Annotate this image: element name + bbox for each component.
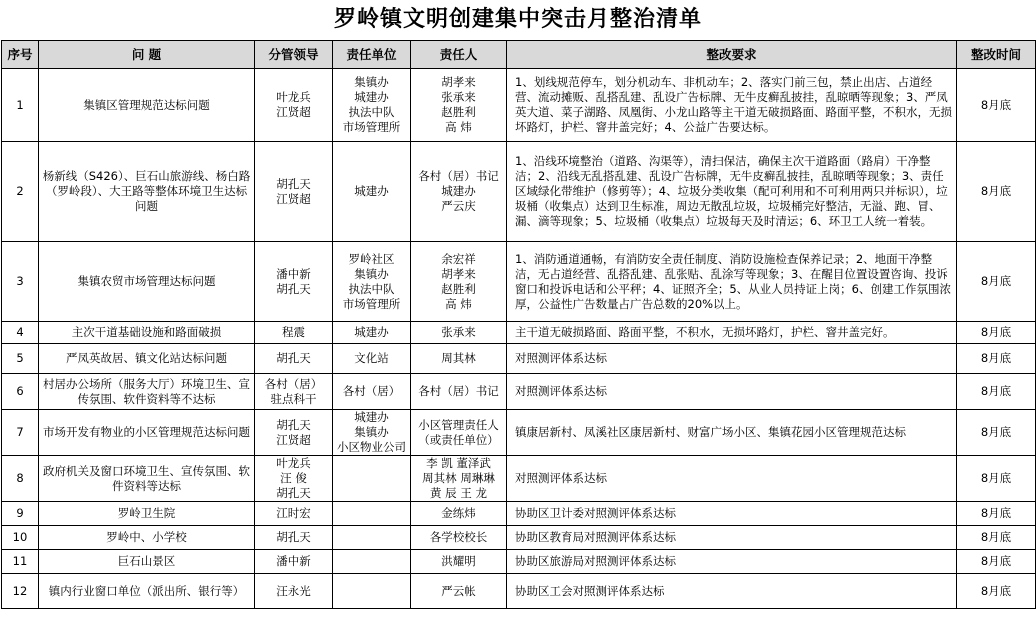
person-cell [411,344,507,374]
deadline-cell: 8月底 [957,322,1036,344]
leader-cell-line: 江贤超 [276,191,311,206]
issue-cell: 严凤英故居、镇文化站达标问题 [39,344,255,374]
unit-cell [333,410,411,456]
table-row [2,344,1036,374]
header-person: 责任人 [411,41,507,69]
unit-cell-line: 城建办 [354,90,389,104]
issue-cell: 集镇区管理规范达标问题 [39,69,255,142]
issue-cell: 主次干道基础设施和路面破损 [39,322,255,344]
issue-cell: 镇内行业窗口单位（派出所、银行等） [39,574,255,609]
header-unit: 责任单位 [333,41,411,69]
unit-cell-line: 罗岭社区 [348,251,395,266]
person-cell-line: 胡孝来 [441,266,476,281]
person-cell-line: 各村（居）书记 [418,169,499,183]
leader-cell [255,526,333,550]
person-cell-line: 小区管理责任人 [418,417,499,432]
leader-cell [255,69,333,142]
leader-cell-line: 江时宏 [276,506,311,520]
person-cell-line: 各村（居）书记 [418,384,499,398]
person-cell [411,526,507,550]
deadline-cell: 8月底 [957,456,1036,502]
person-cell-line: 城建办 [441,184,476,198]
leader-cell [255,502,333,526]
table-row [2,242,1036,322]
issue-cell: 罗岭中、小学校 [39,526,255,550]
requirement-cell: 协助区工会对照测评体系达标 [507,574,957,609]
unit-cell [333,344,411,374]
leader-cell-line: 潘中新 [276,266,311,281]
person-cell-line: 张承来 [441,90,476,104]
deadline-cell: 8月底 [957,374,1036,410]
leader-cell [255,142,333,242]
person-cell [411,374,507,410]
leader-cell [255,344,333,374]
leader-cell-line: 胡孔天 [276,530,311,544]
unit-cell-line: 城建办 [354,184,389,198]
row-number: 7 [2,410,39,456]
person-cell [411,242,507,322]
requirement-cell: 协助区卫计委对照测评体系达标 [507,502,957,526]
deadline-cell: 8月底 [957,526,1036,550]
issue-cell: 杨新线（S426）、巨石山旅游线、杨白路（罗岭段）、大王路等整体环境卫生达标问题 [39,142,255,242]
requirement-cell: 镇康居新村、凤溪社区康居新村、财富广场小区、集镇花园小区管理规范达标 [507,410,957,456]
unit-cell [333,502,411,526]
unit-cell-line: 集镇办 [354,75,389,89]
unit-cell-line: 执法中队 [348,281,395,296]
deadline-cell: 8月底 [957,502,1036,526]
person-cell [411,410,507,456]
row-number: 11 [2,550,39,574]
deadline-cell: 8月底 [957,242,1036,322]
person-cell-line: 李 凯 董泽武 [426,456,491,470]
unit-cell-line: 集镇办 [354,425,389,439]
page-title: 罗岭镇文明创建集中突击月整治清单 [333,7,702,32]
row-number: 9 [2,502,39,526]
leader-cell [255,456,333,502]
person-cell [411,574,507,609]
issue-cell: 巨石山景区 [39,550,255,574]
unit-cell [333,69,411,142]
unit-cell-line: 城建办 [354,410,389,424]
unit-cell-line: 集镇办 [354,266,389,281]
unit-cell [333,242,411,322]
leader-cell-line: 胡孔天 [276,486,311,500]
unit-cell [333,526,411,550]
row-number: 2 [2,142,39,242]
deadline-cell: 8月底 [957,344,1036,374]
unit-cell-line: 市场管理所 [342,120,401,134]
person-cell [411,322,507,344]
header-issue: 问 题 [39,41,255,69]
row-number: 3 [2,242,39,322]
deadline-cell: 8月底 [957,142,1036,242]
table-row [2,574,1036,609]
issue-cell: 罗岭卫生院 [39,502,255,526]
person-cell-line: 张承来 [441,325,476,339]
person-cell-line: 洪耀明 [441,554,476,568]
table-row [2,142,1036,242]
deadline-cell: 8月底 [957,410,1036,456]
header-time: 整改时间 [957,41,1036,69]
person-cell-line: 严云庆 [441,199,476,213]
deadline-cell: 8月底 [957,69,1036,142]
leader-cell-line: 潘中新 [276,554,311,568]
leader-cell-line: 胡孔天 [276,417,311,432]
row-number: 1 [2,69,39,142]
header-leader: 分管领导 [255,41,333,69]
requirement-cell: 对照测评体系达标 [507,456,957,502]
issue-cell: 集镇农贸市场管理达标问题 [39,242,255,322]
leader-cell-line: 叶龙兵 [276,456,311,470]
person-cell-line: 赵胜利 [441,105,476,119]
leader-cell [255,242,333,322]
person-cell [411,456,507,502]
person-cell-line: 严云帐 [441,583,476,598]
unit-cell-line: 文化站 [354,351,389,365]
unit-cell [333,574,411,609]
requirement-cell: 1、消防通道通畅，有消防安全责任制度、消防设施检查保养记录；2、地面干净整洁，无占道经营、乱搭乱建、乱张贴、乱涂写等现象；3、在醒目位置设置咨询、投诉窗口和投诉电话和公平秤；4、证照齐全；5、从业人员持证上岗；6、创建工作氛围浓厚，公益性广告数量占广告总数的20%以上。 [507,242,957,322]
leader-cell-line: 叶龙兵 [276,90,311,104]
unit-cell [333,142,411,242]
row-number: 6 [2,374,39,410]
deadline-cell: 8月底 [957,574,1036,609]
leader-cell-line: 汪 俊 [280,471,307,485]
rectification-table [1,40,1036,609]
table-row [2,374,1036,410]
person-cell-line: 黄 辰 王 龙 [430,486,487,500]
person-cell-line: （或责任单位） [418,432,499,447]
unit-cell-line: 执法中队 [348,105,395,119]
row-number: 4 [2,322,39,344]
unit-cell-line: 各村（居） [342,384,401,398]
person-cell-line: 余宏祥 [441,251,476,266]
person-cell-line: 胡孝来 [441,75,476,89]
table-row [2,526,1036,550]
leader-cell-line: 各村（居） [264,376,323,391]
table-row [2,322,1036,344]
issue-cell: 市场开发有物业的小区管理规范达标问题 [39,410,255,456]
leader-cell [255,574,333,609]
person-cell-line: 周其林 [441,351,476,365]
leader-cell-line: 胡孔天 [276,351,311,365]
header-row [2,41,1036,69]
leader-cell-line: 汪永光 [276,583,311,598]
unit-cell [333,374,411,410]
row-number: 12 [2,574,39,609]
person-cell [411,550,507,574]
unit-cell [333,550,411,574]
person-cell-line: 赵胜利 [441,281,476,296]
requirement-cell: 对照测评体系达标 [507,344,957,374]
leader-cell-line: 程震 [282,325,305,339]
person-cell-line: 周其林 周琳琳 [422,471,495,485]
unit-cell-line: 市场管理所 [342,296,401,311]
person-cell-line: 金练炜 [441,506,476,520]
requirement-cell: 协助区旅游局对照测评体系达标 [507,550,957,574]
person-cell [411,142,507,242]
leader-cell [255,550,333,574]
row-number: 8 [2,456,39,502]
table-row [2,502,1036,526]
requirement-cell: 协助区教育局对照测评体系达标 [507,526,957,550]
leader-cell [255,410,333,456]
unit-cell-line: 小区物业公司 [337,440,406,454]
requirement-cell: 1、沿线环境整治（道路、沟渠等），清扫保洁，确保主次干道路面（路肩）干净整洁；2、沿线无乱搭乱建、乱设广告标牌，无牛皮癣乱披挂，乱晾晒等现象；3、责任区域绿化带维护（修剪等）；4、垃圾分类收集（配可利用和不可利用两只并标识），垃圾桶（收集点）达到卫生标准，周边无散乱垃圾，垃圾桶完好整洁，无溢、跑、冒、漏、滴等现象；5、垃圾桶（收集点）垃圾每天及时清运；6、环卫工人统一着装。 [507,142,957,242]
leader-cell-line: 江贤超 [276,105,311,119]
deadline-cell: 8月底 [957,550,1036,574]
table-row [2,550,1036,574]
person-cell-line: 高 炜 [445,120,472,134]
table-row [2,69,1036,142]
table-row [2,410,1036,456]
table-row [2,456,1036,502]
requirement-cell: 1、划线规范停车，划分机动车、非机动车；2、落实门前三包，禁止出店、占道经营、流动摊贩、乱搭乱建、乱设广告标牌、无牛皮癣乱披挂，乱晾晒等现象；3、严凤英大道、菜子湖路、凤凰街、小龙山路等主干道无破损路面、路面平整，不积水，无损坏路灯，护栏、窨井盖完好；4、公益广告要达标。 [507,69,957,142]
unit-cell [333,456,411,502]
issue-cell: 村居办公场所（服务大厅）环境卫生、宣传氛围、软件资料等不达标 [39,374,255,410]
row-number: 5 [2,344,39,374]
unit-cell-line: 城建办 [354,325,389,339]
unit-cell [333,322,411,344]
requirement-cell: 对照测评体系达标 [507,374,957,410]
leader-cell-line: 江贤超 [276,432,311,447]
person-cell [411,69,507,142]
row-number: 10 [2,526,39,550]
leader-cell [255,374,333,410]
leader-cell-line: 胡孔天 [276,281,311,296]
header-requirement: 整改要求 [507,41,957,69]
requirement-cell: 主干道无破损路面、路面平整，不积水，无损坏路灯，护栏、窨井盖完好。 [507,322,957,344]
person-cell [411,502,507,526]
leader-cell-line: 驻点科干 [270,391,317,406]
leader-cell [255,322,333,344]
issue-cell: 政府机关及窗口环境卫生、宣传氛围、软件资料等达标 [39,456,255,502]
person-cell-line: 高 炜 [445,296,472,311]
header-no: 序号 [2,41,39,69]
leader-cell-line: 胡孔天 [276,176,311,191]
person-cell-line: 各学校校长 [429,530,488,544]
